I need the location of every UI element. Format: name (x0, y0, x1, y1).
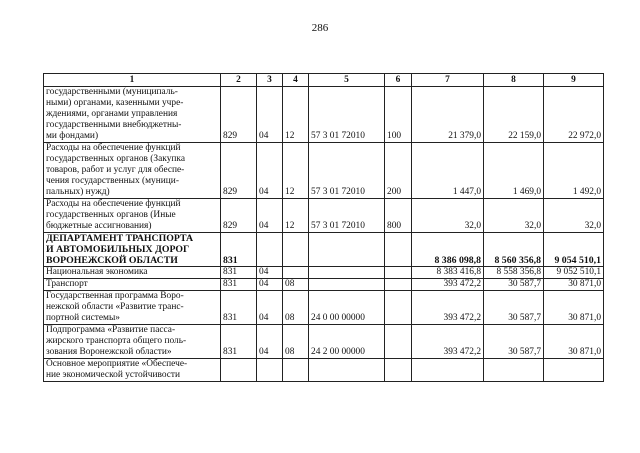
row-cell-6 (385, 279, 412, 291)
column-header: 7 (412, 74, 484, 87)
row-cell-7: 393 472,2 (412, 291, 484, 325)
row-cell-4 (283, 267, 309, 279)
row-cell-4: 12 (283, 87, 309, 143)
row-cell-8: 30 587,7 (484, 291, 544, 325)
row-cell-2: 831 (221, 267, 257, 279)
header-row (44, 74, 604, 87)
row-cell-4 (283, 233, 309, 267)
table-row (44, 325, 604, 359)
column-header: 3 (257, 74, 283, 87)
row-cell-7: 1 447,0 (412, 143, 484, 199)
row-name-cell: Расходы на обеспечение функций государственных органов (Иные бюджетные ассигнования) (44, 199, 221, 233)
row-cell-6 (385, 267, 412, 279)
table-row (44, 143, 604, 199)
table-row (44, 87, 604, 143)
row-cell-3: 04 (257, 143, 283, 199)
row-cell-5: 24 0 00 00000 (309, 291, 385, 325)
row-cell-5 (309, 233, 385, 267)
column-header: 6 (385, 74, 412, 87)
row-name-cell: Основное мероприятие «Обеспече- ние экономической устойчивости (44, 359, 221, 382)
column-header: 9 (544, 74, 604, 87)
row-cell-9: 9 054 510,1 (544, 233, 604, 267)
row-cell-2: 831 (221, 291, 257, 325)
row-cell-4: 08 (283, 325, 309, 359)
column-header: 1 (44, 74, 221, 87)
row-cell-6 (385, 291, 412, 325)
row-cell-7: 8 386 098,8 (412, 233, 484, 267)
row-cell-8: 30 587,7 (484, 279, 544, 291)
row-cell-2: 829 (221, 143, 257, 199)
row-cell-8: 32,0 (484, 199, 544, 233)
row-cell-9: 30 871,0 (544, 279, 604, 291)
row-cell-7: 393 472,2 (412, 279, 484, 291)
table-row (44, 359, 604, 382)
row-cell-3 (257, 233, 283, 267)
table-row (44, 199, 604, 233)
row-cell-7 (412, 359, 484, 382)
row-cell-9: 32,0 (544, 199, 604, 233)
row-cell-4 (283, 359, 309, 382)
row-cell-3: 04 (257, 87, 283, 143)
row-cell-9: 22 972,0 (544, 87, 604, 143)
row-cell-9: 1 492,0 (544, 143, 604, 199)
row-cell-3: 04 (257, 199, 283, 233)
row-cell-7: 8 383 416,8 (412, 267, 484, 279)
row-cell-2: 831 (221, 279, 257, 291)
row-name-cell: Транспорт (44, 279, 221, 291)
row-cell-8: 1 469,0 (484, 143, 544, 199)
row-cell-2 (221, 359, 257, 382)
row-cell-4: 08 (283, 291, 309, 325)
page-number: 286 (311, 22, 329, 34)
table-row (44, 279, 604, 291)
row-cell-9: 30 871,0 (544, 291, 604, 325)
row-cell-6 (385, 325, 412, 359)
row-cell-7: 32,0 (412, 199, 484, 233)
row-name-cell: ДЕПАРТАМЕНТ ТРАНСПОРТА И АВТОМОБИЛЬНЫХ ДОРОГ ВОРОНЕЖСКОЙ ОБЛАСТИ (44, 233, 221, 267)
row-cell-8: 8 560 356,8 (484, 233, 544, 267)
row-name-cell: Национальная экономика (44, 267, 221, 279)
row-cell-8 (484, 359, 544, 382)
row-cell-3: 04 (257, 279, 283, 291)
column-header: 2 (221, 74, 257, 87)
row-cell-3 (257, 359, 283, 382)
row-cell-3: 04 (257, 267, 283, 279)
row-cell-9 (544, 359, 604, 382)
row-cell-7: 21 379,0 (412, 87, 484, 143)
row-cell-2: 831 (221, 325, 257, 359)
row-name-cell: Подпрограмма «Развитие пасса- жирского транспорта общего поль- зования Воронежской области» (44, 325, 221, 359)
row-cell-4: 12 (283, 143, 309, 199)
row-cell-7: 393 472,2 (412, 325, 484, 359)
row-cell-5 (309, 279, 385, 291)
row-cell-8: 8 558 356,8 (484, 267, 544, 279)
column-header: 8 (484, 74, 544, 87)
row-cell-3: 04 (257, 325, 283, 359)
row-cell-8: 22 159,0 (484, 87, 544, 143)
column-header: 5 (309, 74, 385, 87)
row-cell-5 (309, 267, 385, 279)
budget-table (43, 73, 604, 382)
row-cell-6: 800 (385, 199, 412, 233)
row-cell-9: 30 871,0 (544, 325, 604, 359)
row-cell-8: 30 587,7 (484, 325, 544, 359)
column-header: 4 (283, 74, 309, 87)
row-cell-9: 9 052 510,1 (544, 267, 604, 279)
row-cell-2: 831 (221, 233, 257, 267)
row-name-cell: государственными (муниципаль- ными) органами, казенными учре- ждениями, органами управления государственными внебюджетны- ми фондами) (44, 87, 221, 143)
row-cell-2: 829 (221, 87, 257, 143)
row-cell-5: 57 3 01 72010 (309, 87, 385, 143)
table-row (44, 233, 604, 267)
row-cell-2: 829 (221, 199, 257, 233)
row-cell-6: 200 (385, 143, 412, 199)
row-cell-4: 12 (283, 199, 309, 233)
row-cell-5: 57 3 01 72010 (309, 199, 385, 233)
row-name-cell: Расходы на обеспечение функций государственных органов (Закупка товаров, работ и услуг для обеспе- чения государственных (муници- пальных) нужд) (44, 143, 221, 199)
row-cell-5: 24 2 00 00000 (309, 325, 385, 359)
row-cell-5: 57 3 01 72010 (309, 143, 385, 199)
row-cell-6 (385, 359, 412, 382)
row-cell-5 (309, 359, 385, 382)
table-row (44, 291, 604, 325)
table-row (44, 267, 604, 279)
row-cell-6 (385, 233, 412, 267)
row-cell-6: 100 (385, 87, 412, 143)
row-cell-4: 08 (283, 279, 309, 291)
row-name-cell: Государственная программа Воро- нежской области «Развитие транс- портной системы» (44, 291, 221, 325)
row-cell-3: 04 (257, 291, 283, 325)
